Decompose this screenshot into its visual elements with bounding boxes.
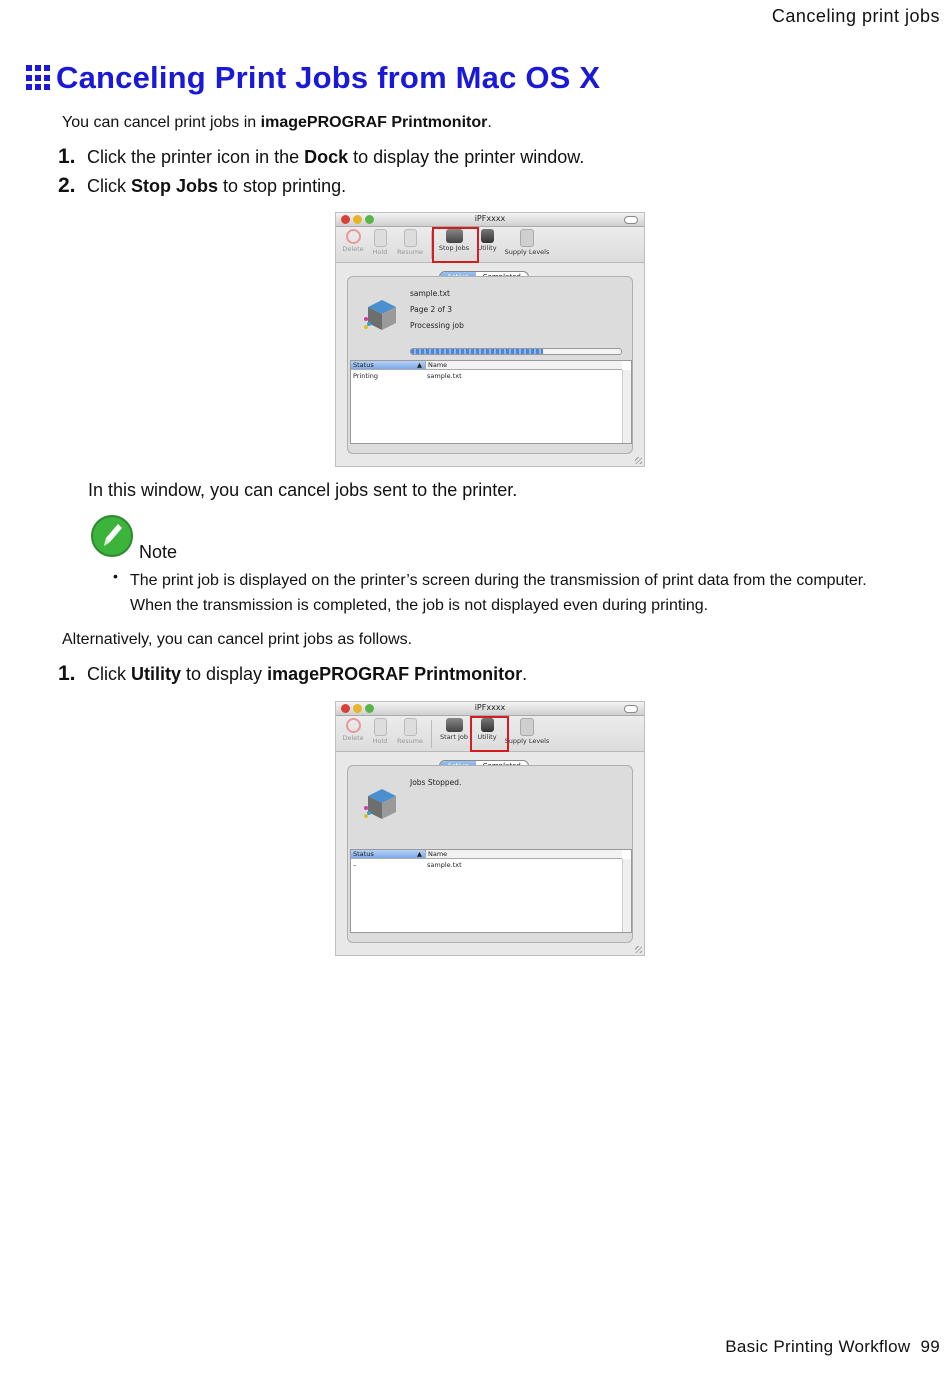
stop-jobs-button[interactable]: Stop Jobs xyxy=(437,229,471,252)
window-titlebar xyxy=(336,213,644,227)
job-file-name: sample.txt xyxy=(410,289,450,298)
column-name-header[interactable]: Name xyxy=(425,850,622,859)
job-progress-bar xyxy=(410,348,622,355)
delete-button[interactable]: Delete xyxy=(341,718,365,742)
note-text: The print job is displayed on the printer’s screen during the transmission of print data from the computer. When the transmission is completed, the job is not displayed even during printing. xyxy=(130,572,867,614)
note-pencil-icon xyxy=(90,514,134,558)
utility-icon xyxy=(481,229,494,243)
resume-icon xyxy=(404,718,417,736)
intro-text: You can cancel print jobs in imagePROGRAF Printmonitor. xyxy=(62,114,492,131)
hold-button[interactable]: Hold xyxy=(369,718,391,745)
hold-icon xyxy=(374,229,387,247)
printer-window-screenshot-2 xyxy=(335,701,645,956)
job-progress-fill xyxy=(411,349,543,354)
printer-window-screenshot-1 xyxy=(335,212,645,467)
job-row-name[interactable]: sample.txt xyxy=(427,861,462,869)
page-title: Canceling Print Jobs from Mac OS X xyxy=(56,60,601,95)
utility-button[interactable]: Utility xyxy=(476,718,498,741)
window-title: iPFxxxx xyxy=(474,214,506,223)
supply-levels-button[interactable]: Supply Levels xyxy=(502,718,552,745)
note-bullet: • xyxy=(113,568,118,584)
window-titlebar xyxy=(336,702,644,716)
table-scrollbar[interactable] xyxy=(622,859,631,932)
resize-grip-icon[interactable] xyxy=(635,946,642,953)
step-2-a: 2. Click Stop Jobs to stop printing. xyxy=(58,174,347,197)
resize-grip-icon[interactable] xyxy=(635,457,642,464)
jobs-stopped-text: Jobs Stopped. xyxy=(410,778,462,787)
delete-button[interactable]: Delete xyxy=(341,229,365,253)
running-header: Canceling print jobs xyxy=(771,6,940,26)
supply-levels-icon xyxy=(520,718,534,736)
window-title: iPFxxxx xyxy=(474,703,506,712)
page-number: 99 xyxy=(920,1337,940,1356)
hold-icon xyxy=(374,718,387,736)
toolbar-toggle[interactable] xyxy=(624,705,638,713)
alternative-text: Alternatively, you can cancel print jobs as follows. xyxy=(62,631,413,648)
resume-button[interactable]: Resume xyxy=(394,718,426,745)
job-table xyxy=(350,849,632,933)
step-1-a: 1. Click the printer icon in the Dock to display the printer window. xyxy=(58,145,585,168)
note-label: Note xyxy=(139,542,178,562)
page-footer xyxy=(725,1337,940,1357)
delete-icon xyxy=(346,229,361,244)
hold-button[interactable]: Hold xyxy=(369,229,391,256)
footer-section: Basic Printing Workflow xyxy=(725,1337,911,1356)
toolbar-toggle[interactable] xyxy=(624,216,638,224)
step-1-b: 1. Click Utility to display imagePROGRAF Printmonitor. xyxy=(58,662,528,685)
window-toolbar xyxy=(336,227,644,263)
section-grid-icon xyxy=(26,65,52,91)
printer-icon xyxy=(364,786,396,816)
printer-icon xyxy=(364,297,396,327)
supply-levels-icon xyxy=(520,229,534,247)
highlight-utility xyxy=(470,716,509,752)
printer-start-icon xyxy=(446,718,463,732)
column-name-header[interactable]: Name xyxy=(425,361,622,370)
start-job-button[interactable]: Start Job xyxy=(437,718,471,741)
supply-levels-button[interactable]: Supply Levels xyxy=(502,229,552,256)
resume-button[interactable]: Resume xyxy=(394,229,426,256)
job-row-status[interactable]: Printing xyxy=(353,372,379,380)
column-status-header[interactable]: Status ▲ xyxy=(351,361,425,370)
job-table xyxy=(350,360,632,444)
highlight-stop-jobs xyxy=(432,227,479,263)
section-heading xyxy=(26,60,600,96)
table-scrollbar[interactable] xyxy=(622,370,631,443)
job-page-count: Page 2 of 3 xyxy=(410,305,453,314)
job-status-text: Processing job xyxy=(410,321,464,330)
window-toolbar xyxy=(336,716,644,752)
job-row-status[interactable]: – xyxy=(353,861,357,869)
column-status-header[interactable]: Status ▲ xyxy=(351,850,425,859)
delete-icon xyxy=(346,718,361,733)
window-description: In this window, you can cancel jobs sent to the printer. xyxy=(88,480,518,500)
job-row-name[interactable]: sample.txt xyxy=(427,372,462,380)
utility-button[interactable]: Utility xyxy=(476,229,498,252)
resume-icon xyxy=(404,229,417,247)
